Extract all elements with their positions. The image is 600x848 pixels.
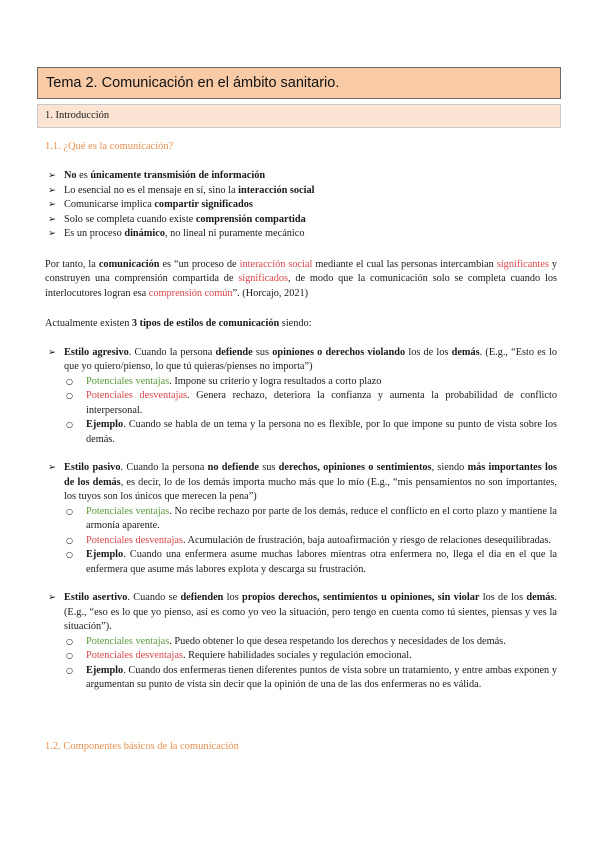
key-points-list (45, 169, 557, 242)
document-title: Tema 2. Comunicación en el ámbito sanitario. (37, 67, 561, 99)
disadvantages-item: ○ Potenciales desventajas. Requiere habilidades sociales y regulación emocional. (64, 649, 557, 664)
key-point: ➢ Lo esencial no es el mensaje en sí, sino la interacción social (45, 184, 557, 199)
style-description: ➢ Estilo pasivo. Cuando la persona no defiende sus derechos, opiniones o sentimientos, siendo más importantes los de los demás, es decir, lo de los demás importa mucho más que lo mío (E.g., “mis pensamientos no son importantes, los tuyos son los únicos que merecen la pena”) (64, 462, 558, 502)
subsection-heading-2: 1.2. Componentes básicos de la comunicación (45, 741, 239, 752)
style-assertive (45, 591, 557, 693)
style-details (64, 505, 557, 578)
key-point: ➢ Solo se completa cuando existe comprensión compartida (45, 213, 557, 228)
list-spacer (45, 577, 557, 591)
definition-paragraph: Por tanto, la comunicación es “un proceso de interacción social mediante el cual las personas intercambian significantes y construyen una comprensión compartida de significados, de modo que la comunicación solo se completa cuando los interlocutores logran esa comprensión común”. (Horcajo, 2021) (45, 258, 557, 299)
advantages-item: ○ Potenciales ventajas. Impone su criterio y logra resultados a corto plazo (64, 375, 557, 390)
example-item: ○ Ejemplo. Cuando dos enfermeras tienen diferentes puntos de vista sobre un tratamiento, y entre ambas exponen y argumentan su punto de vista sin decir que la opinión de una de las dos enfermeras no es válida. (64, 664, 557, 693)
subsection-heading-1: 1.1. ¿Qué es la comunicación? (45, 141, 174, 152)
styles-intro: Actualmente existen 3 tipos de estilos de comunicación siendo: (45, 318, 312, 329)
style-details (64, 635, 557, 693)
key-point: ➢ Es un proceso dinámico, no lineal ni puramente mecánico (45, 227, 557, 242)
style-aggressive (45, 346, 557, 448)
example-item: ○ Ejemplo. Cuando una enfermera asume muchas labores mientras otra enfermera no, llega el día en el que la enfermera que asume más labores explota y descarga su frustración. (64, 548, 557, 577)
style-description: ➢ Estilo agresivo. Cuando la persona defiende sus opiniones o derechos violando los de los demás. (E.g., “Esto es lo que yo quiero/pienso, lo que tú quieras/pienses no importa”) (64, 346, 557, 372)
section-heading: 1. Introducción (37, 104, 561, 128)
example-item: ○ Ejemplo. Cuando se habla de un tema y la persona no es flexible, por lo que impone su punto de vista sobre los demás. (64, 418, 557, 447)
disadvantages-item: ○ Potenciales desventajas. Acumulación de frustración, baja autoafirmación y riesgo de relaciones desequilibradas. (64, 534, 557, 549)
disadvantages-item: ○ Potenciales desventajas. Genera rechazo, deteriora la confianza y aumenta la probabilidad de conflicto interpersonal. (64, 389, 557, 418)
list-spacer (45, 447, 557, 461)
style-details (64, 375, 557, 448)
style-passive (45, 461, 557, 577)
communication-styles-list (45, 346, 557, 693)
main-content (45, 169, 557, 693)
style-description: ➢ Estilo asertivo. Cuando se defienden los propios derechos, sentimientos u opiniones, sin violar los de los demás. (E.g., “eso es lo que yo pienso, así es como yo veo la situación, pero tengo en cuenta como tú sientes, piensas y ves la situación”). (64, 592, 557, 632)
key-point: ➢ Comunicarse implica compartir significados (45, 198, 557, 213)
advantages-item: ○ Potenciales ventajas. No recibe rechazo por parte de los demás, reduce el conflicto en el corto plazo y mantiene la armonía aparente. (64, 505, 557, 534)
advantages-item: ○ Potenciales ventajas. Puedo obtener lo que desea respetando los derechos y necesidades de los demás. (64, 635, 557, 650)
key-point: ➢ No es únicamente transmisión de información (45, 169, 557, 184)
